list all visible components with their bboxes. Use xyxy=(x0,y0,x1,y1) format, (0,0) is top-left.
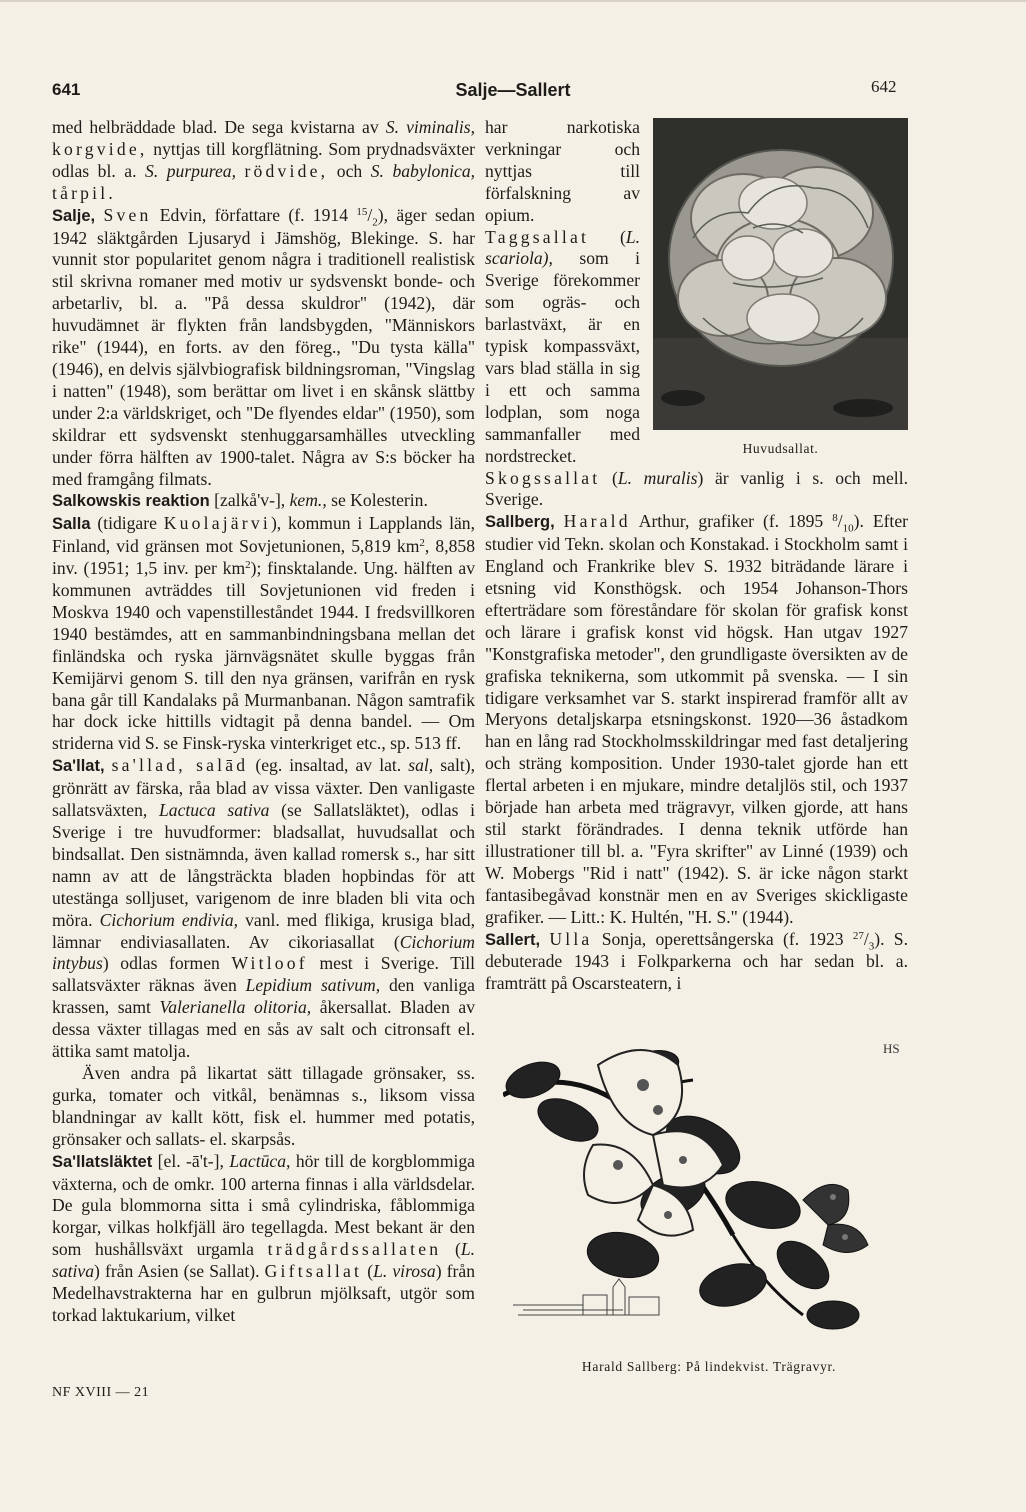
lemma-salla: Salla xyxy=(52,515,91,534)
lettuce-photo-illustration xyxy=(653,118,908,430)
entry-sallert: Sallert, Ulla Sonja, operettsångerska (f. 1923 $^{27}/_3$). S. debuterade 1943 i Folkparkerna och har sedan bl. a. framträtt på Oscarsteatern, i xyxy=(485,928,908,994)
lettuce-photo xyxy=(653,118,908,430)
entry-salkowskis-reaktion: Salkowskis reaktion [zalkå'v-], kem., se Kolesterin. xyxy=(52,490,428,511)
lemma-salje: Salje, xyxy=(52,206,96,225)
entry-salix-continuation: med helbräddade blad. De sega kvistarna av S. viminalis, korgvide, nyttjas till korgflätning. Som prydnadsväxter odlas bl. a. S. purpurea, rödvide, och S. babylonica, tårpil. xyxy=(52,117,476,203)
entry-sallatslaktet: Sa'llatsläktet [el. -ā't-], Lactūca, hör till de korgblommiga växterna, och de omkr. 100 arterna finnas i alla världsdelar. De gula blommorna sitta i små cylindriska, fåblommiga korgar, vilkas holkfjäll äro tegellagda. Mest bekant är den som hushållsväxt urgamla trädgårdssallaten (L. sativa) från Asien (se Sallat). Giftsallat (L. virosa) från Medelhavstrakterna har en gulbrun mjölksaft, utgör som torkad laktukarium, vilket xyxy=(52,1150,476,1325)
left-column xyxy=(52,117,475,1327)
lemma-sallert: Sallert, xyxy=(485,930,541,949)
entry-salla: Salla (tidigare Kuolajärvi), kommun i Lapplands län, Finland, vid gränsen mot Sovjetunionen, 5,819 $km^2$, 8,858 inv. (1951; 1,5 inv. per $km^2$); finsktalande. Ung. hälften av kommunen avträddes till Sovjetunionen vid freden i Moskva 1940 och vapenstilleståndet 1944. I fredsvillkoren 1940 bestämdes, att en sammanbindningsbana mellan det finländska och ryska järnvägsnätet skulle byggas från Kemijärvi genom S. till den nya gränsen, varifrån en rysk bana går till Kandalaks på Murmanbanan. Någon samtrafik har dock icke hittills vidtagit på denna bandel. — Om striderna vid S. se Finsk-ryska vinterkriget etc., sp. 513 ff. xyxy=(52,513,476,754)
photo-caption: Huvudsallat. xyxy=(742,441,819,456)
right-column xyxy=(485,117,908,995)
lemma-sallat: Sa'llat, xyxy=(52,757,105,776)
wood-engraving-figure xyxy=(503,1025,915,1355)
running-head: Salje—Sallert xyxy=(455,80,571,100)
entry-sallatslaktet-continuation: har narkotiska verkningar och nyttjas till förfalskning av opium. Taggsallat (L. scariola), som i Sverige förekommer som ogräs- och barlastväxt, är en typisk kompassväxt, vars blad ställa in sig i ett och samma lodplan, som noga sammanfaller med nordstrecket. Skogssallat (L. muralis) är vanlig i s. och mell. Sverige. xyxy=(485,117,908,510)
entry-sallberg: Sallberg, Harald Arthur, grafiker (f. 1895 $^8/_{10}$). Efter studier vid Tekn. skolan och Konstakad. i Stockholm samt i England och Frankrike blev S. 1932 biträdande lärare i etsning vid Konsthögsk. och 1954 Johanson-Thors efterträdare som föreståndare för skolan för grafisk konst och lärare i grafisk konst vid högsk. Han utgav 1927 "Konstgrafiska metoder", den grundligaste översikten av de grafiska teknikerna, som utkommit på svenska. — I sin tidigare verksamhet var S. starkt inspirerad framför allt av Meryons detaljskarpa etsningskonst. 1920—36 åstadkom han en lång rad Stockholmsskildringar med fast detaljering och sträng komposition. Under 1930-talet gjorde han ett flertal arbeten i en mjukare, mindre detaljlös stil, och 1937 började han arbeta med trägravyr, vilken gjorde, att hans stil starkt förändrades. I denna teknik utförde han illustrationer till bl. a. "Fyra skrifter" av Linné (1939) och W. Mobergs "Rid i natt" (1942). S. är icke någon starkt fantasibegåvad konstnär men en av Sveriges skickligaste grafiker. — Litt.: K. Hultén, "H. S." (1944). xyxy=(485,511,908,927)
lemma-sallberg: Sallberg, xyxy=(485,513,555,532)
lemma-salkowskis: Salkowskis reaktion xyxy=(52,492,210,511)
entry-sallat-paragraph-2: Även andra på likartat sätt tillagade grönsaker, ss. gurka, tomater och vitkål, benämnas s., liksom vissa blandningar av kallt kött, fisk el. hummer med potatis, grönsaker och sallats- el. skarpsås. xyxy=(52,1062,475,1149)
entry-salje: Salje, Sven Edvin, författare (f. 1914 $^{15}/_2$), äger sedan 1942 släktgården Ljusaryd i Jämshög, Blekinge. S. har vunnit stor popularitet genom några i traditionell realistisk stil skrivna romaner med motiv ur sydsvenskt bonde- och arbetarliv, bl. a. "På dessa skuldror" (1942), där huvudämnet är flykten från landsbygden, "Människors rike" (1944), en forts. av den föreg., "Du tysta källa" (1946), en delvis självbiografisk bildningsroman, "Vingslag i natten" (1948), som berättar om livet i en skånsk slättby under 2:a världskriget, och "De flyendes eldar" (1950), som skildrar ett sydsvenskt stenhuggarsamhälles utveckling under förra hälften av 1900-talet. Några av S:s böcker ha med framgång filmats. xyxy=(52,204,476,489)
lettuce-photo-figure xyxy=(648,118,908,461)
entry-sallat: Sa'llat, sa'llad, salād (eg. insaltad, av lat. sal, salt), grönrätt av färska, råa blad av vissa växter. Den vanligaste sallatsväxten, Lactuca sativa (se Sallatsläktet), odlas i Sverige i tre huvudformer: bladsallat, huvudsallat och bindsallat. Den sistnämnda, även kallad romersk s., har sitt namn av att de långsträckta bladen hopbindas för att utestänga solljuset, varigenom de inre bladen bli vita och möra. Cichorium endivia, vanl. med flikiga, krusiga blad, lämnar endiviasallaten. Av cikoriasallat (Cichorium intybus) odlas formen Witloof mest i Sverige. Till sallatsväxter räknas även Lepidium sativum, den vanliga krassen, samt Valerianella olitoria, åkersallat. Bladen av dessa växter tillagas med en sås av salt och citronsaft el. ättika samt matolja. xyxy=(52,755,476,1062)
engraving-signature: HS xyxy=(883,1041,900,1056)
page-number-right: 642 xyxy=(871,77,897,96)
engraving-caption: Harald Sallberg: På lindekvist. Trägravyr. xyxy=(581,1359,837,1374)
page-number-left: 641 xyxy=(52,80,81,99)
printer-signature: NF XVIII — 21 xyxy=(52,1385,150,1400)
page-header xyxy=(0,77,1026,106)
page-edge xyxy=(0,0,1026,2)
butterflies-linden-engraving xyxy=(503,1025,915,1355)
lemma-sallatslaktet: Sa'llatsläktet xyxy=(52,1152,153,1171)
